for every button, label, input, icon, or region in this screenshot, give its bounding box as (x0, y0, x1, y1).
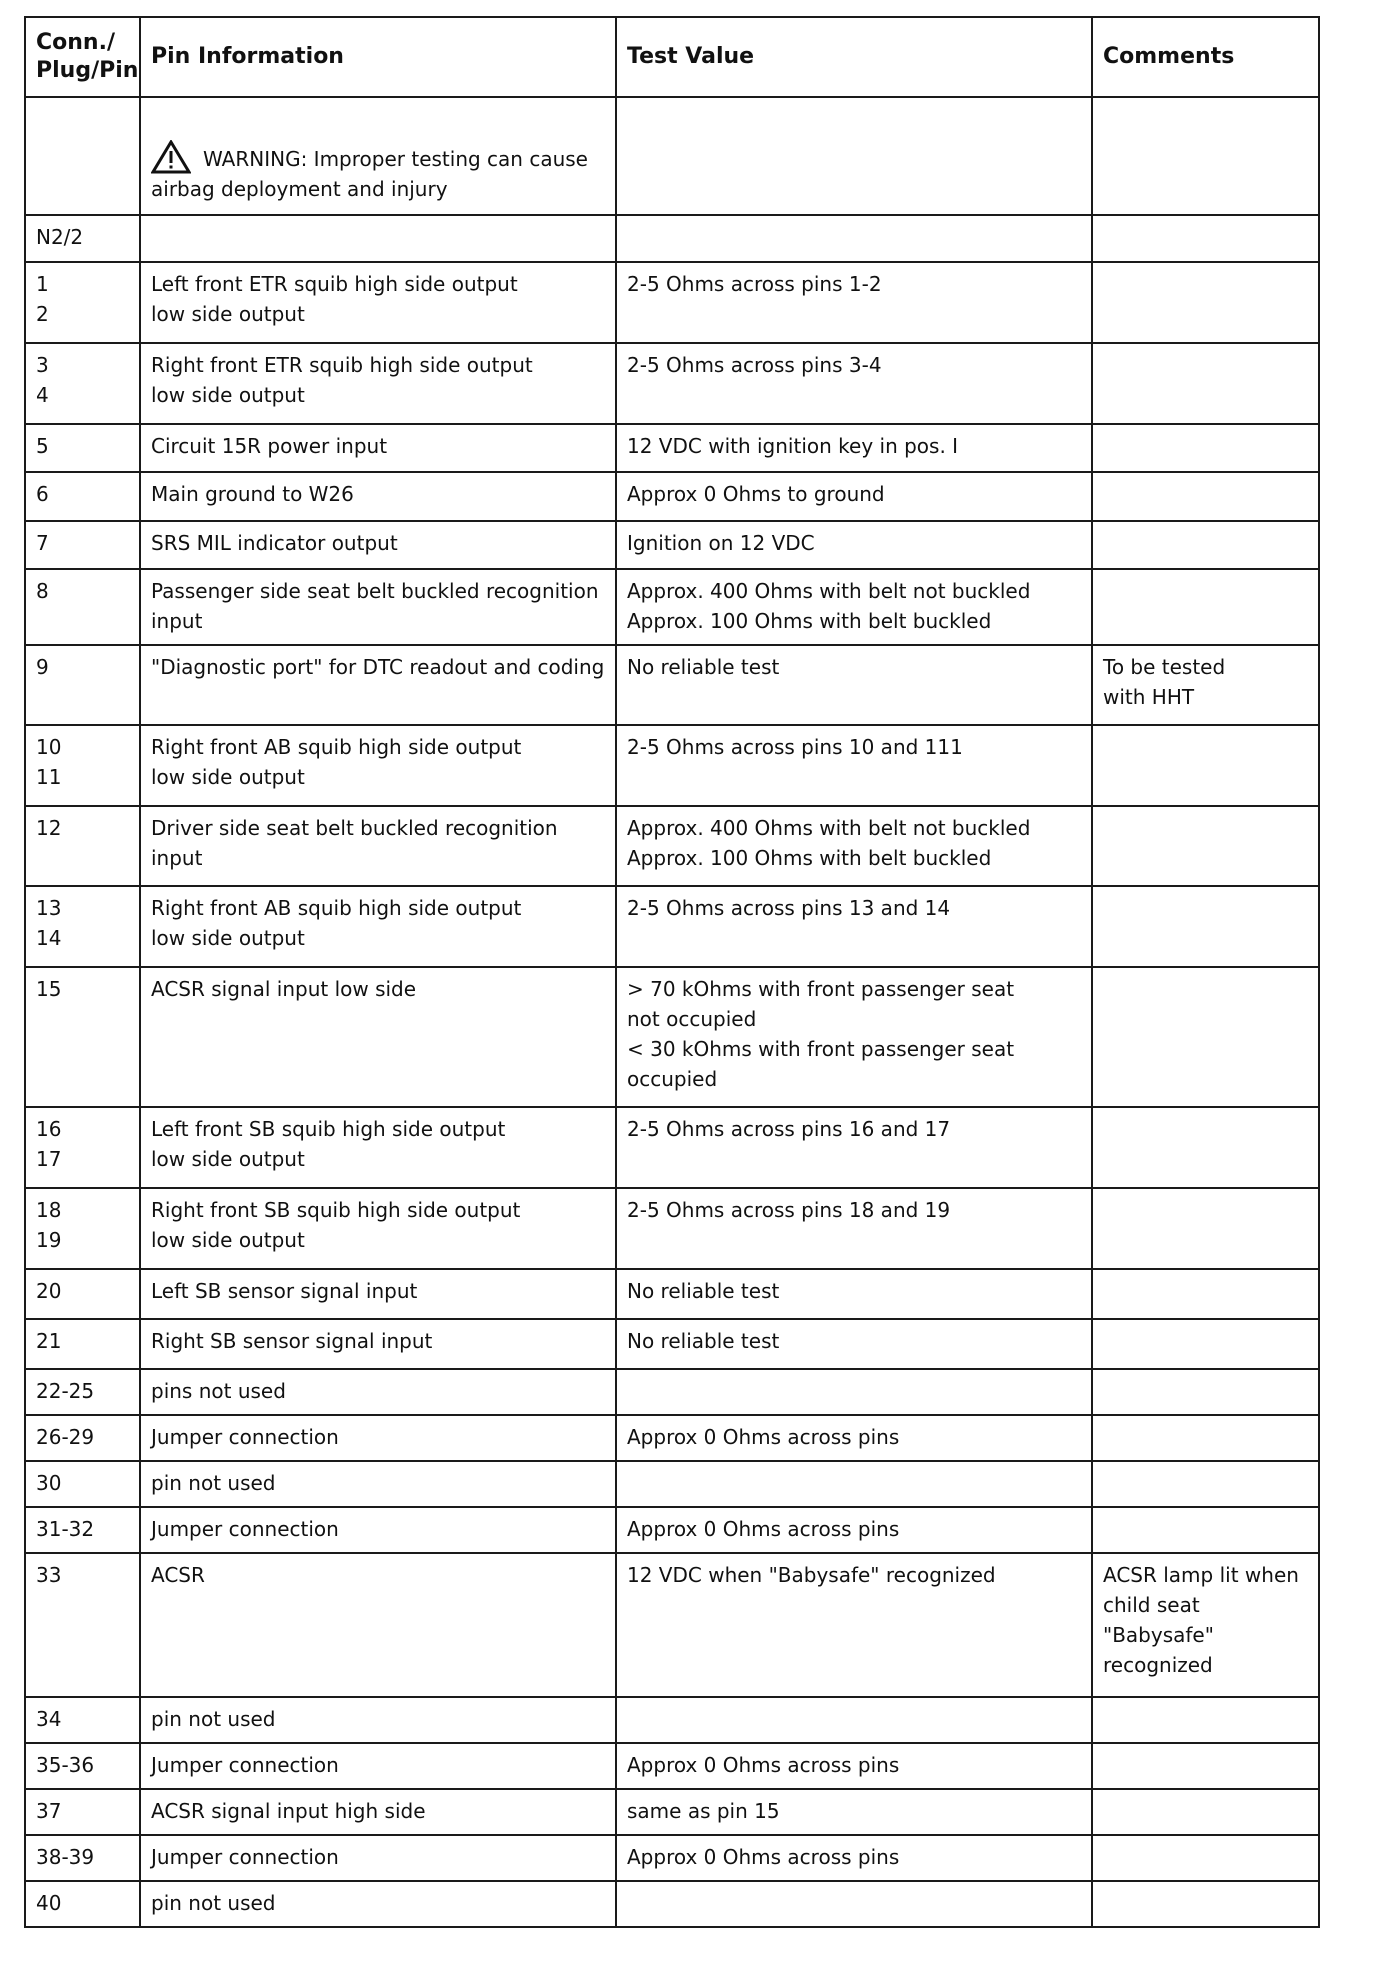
comment-cell (1092, 1507, 1319, 1553)
warning-text-line2: airbag deployment and injury (151, 177, 448, 201)
warning-line (151, 134, 605, 174)
test-value-cell (616, 215, 1092, 262)
table-row (25, 1415, 1319, 1461)
comment-cell: ACSR lamp lit when child seat "Babysafe" recognized (1092, 1553, 1319, 1697)
test-value-cell (616, 1369, 1092, 1415)
test-value-cell (616, 1697, 1092, 1743)
test-value-cell: 12 VDC when "Babysafe" recognized (616, 1553, 1092, 1697)
test-value-cell: Approx. 400 Ohms with belt not buckled Approx. 100 Ohms with belt buckled (616, 569, 1092, 645)
pin-info-cell: Jumper connection (140, 1507, 616, 1553)
pin-cell: 37 (25, 1789, 140, 1835)
table-row (25, 1461, 1319, 1507)
test-value-cell: Approx 0 Ohms across pins (616, 1507, 1092, 1553)
pin-info-cell: Circuit 15R power input (140, 424, 616, 472)
table-row (25, 1369, 1319, 1415)
test-value-cell: > 70 kOhms with front passenger seat not occupied < 30 kOhms with front passenger seat occupied (616, 967, 1092, 1107)
comment-cell (1092, 521, 1319, 569)
pin-cell: 6 (25, 472, 140, 521)
warning-text: WARNING: Improper testing can cause (203, 147, 588, 171)
test-value-cell (616, 1461, 1092, 1507)
pin-cell: 38-39 (25, 1835, 140, 1881)
pin-cell: 34 (25, 1697, 140, 1743)
comment-cell (1092, 1835, 1319, 1881)
warning-cell (140, 97, 616, 215)
table-row (25, 886, 1319, 967)
pin-info-cell: pin not used (140, 1881, 616, 1927)
pin-info-cell: Left front ETR squib high side output low side output (140, 262, 616, 343)
pin-info-cell: pins not used (140, 1369, 616, 1415)
test-value-cell: No reliable test (616, 645, 1092, 725)
pin-info-cell: Passenger side seat belt buckled recognition input (140, 569, 616, 645)
test-value-cell: Approx 0 Ohms across pins (616, 1835, 1092, 1881)
comment-cell: To be tested with HHT (1092, 645, 1319, 725)
pin-cell: 21 (25, 1319, 140, 1369)
comment-cell (1092, 1188, 1319, 1269)
pin-info-cell: Jumper connection (140, 1415, 616, 1461)
table-row (25, 806, 1319, 886)
table-row (25, 472, 1319, 521)
pin-info-cell: ACSR signal input high side (140, 1789, 616, 1835)
test-value-cell: 12 VDC with ignition key in pos. I (616, 424, 1092, 472)
comment-cell (1092, 215, 1319, 262)
test-value-cell: 2-5 Ohms across pins 3-4 (616, 343, 1092, 424)
pin-cell: 15 (25, 967, 140, 1107)
comment-cell (1092, 1461, 1319, 1507)
comment-cell (1092, 967, 1319, 1107)
pin-info-cell: pin not used (140, 1697, 616, 1743)
table-row (25, 1188, 1319, 1269)
pin-info-cell: Right front AB squib high side output low side output (140, 886, 616, 967)
test-value-cell: No reliable test (616, 1319, 1092, 1369)
comment-cell (1092, 886, 1319, 967)
test-value-cell (616, 1881, 1092, 1927)
pin-info-cell: "Diagnostic port" for DTC readout and coding (140, 645, 616, 725)
pin-cell: 13 14 (25, 886, 140, 967)
comment-cell (1092, 569, 1319, 645)
table-row (25, 215, 1319, 262)
test-value-cell: Approx. 400 Ohms with belt not buckled Approx. 100 Ohms with belt buckled (616, 806, 1092, 886)
comment-cell (1092, 1107, 1319, 1188)
table-row (25, 1743, 1319, 1789)
pin-info-cell: SRS MIL indicator output (140, 521, 616, 569)
header-row (25, 17, 1319, 97)
pin-cell: 22-25 (25, 1369, 140, 1415)
test-value-cell: 2-5 Ohms across pins 18 and 19 (616, 1188, 1092, 1269)
pin-info-cell: Right front AB squib high side output low side output (140, 725, 616, 806)
pin-info-cell: Right SB sensor signal input (140, 1319, 616, 1369)
table-row (25, 1881, 1319, 1927)
header-test-value: Test Value (616, 17, 1092, 97)
pin-cell: 35-36 (25, 1743, 140, 1789)
comment-cell (1092, 1881, 1319, 1927)
table-row (25, 1319, 1319, 1369)
pin-cell: 16 17 (25, 1107, 140, 1188)
test-value-cell: 2-5 Ohms across pins 1-2 (616, 262, 1092, 343)
pin-info-cell: Jumper connection (140, 1835, 616, 1881)
comment-cell (1092, 1743, 1319, 1789)
comment-cell (1092, 262, 1319, 343)
pin-info-cell: ACSR (140, 1553, 616, 1697)
warning-row (25, 97, 1319, 215)
pin-cell: N2/2 (25, 215, 140, 262)
table-row (25, 262, 1319, 343)
pin-info-cell (140, 215, 616, 262)
test-value-cell: Ignition on 12 VDC (616, 521, 1092, 569)
table-row (25, 1269, 1319, 1319)
pin-cell: 20 (25, 1269, 140, 1319)
pin-cell: 7 (25, 521, 140, 569)
table-row (25, 424, 1319, 472)
comment-cell (1092, 1415, 1319, 1461)
header-pin-information: Pin Information (140, 17, 616, 97)
pin-info-cell: Left front SB squib high side output low side output (140, 1107, 616, 1188)
pin-cell: 10 11 (25, 725, 140, 806)
comment-cell (1092, 424, 1319, 472)
table-row (25, 1553, 1319, 1697)
table-row (25, 1835, 1319, 1881)
table-row (25, 725, 1319, 806)
pin-info-cell: pin not used (140, 1461, 616, 1507)
pin-cell: 5 (25, 424, 140, 472)
table-row (25, 343, 1319, 424)
pin-info-cell: Right front ETR squib high side output low side output (140, 343, 616, 424)
pin-info-cell: ACSR signal input low side (140, 967, 616, 1107)
pin-info-cell: Right front SB squib high side output low side output (140, 1188, 616, 1269)
comment-cell (1092, 472, 1319, 521)
warning-triangle-icon (151, 140, 191, 174)
pin-cell: 12 (25, 806, 140, 886)
pin-info-cell: Jumper connection (140, 1743, 616, 1789)
table-row (25, 1697, 1319, 1743)
pin-cell: 31-32 (25, 1507, 140, 1553)
pin-info-cell: Left SB sensor signal input (140, 1269, 616, 1319)
header-conn-plug-pin: Conn./ Plug/Pin (25, 17, 140, 97)
pin-cell: 30 (25, 1461, 140, 1507)
table-row (25, 569, 1319, 645)
comment-cell (1092, 725, 1319, 806)
test-value-cell: Approx 0 Ohms to ground (616, 472, 1092, 521)
table-row (25, 1507, 1319, 1553)
table-row (25, 645, 1319, 725)
table-row (25, 1107, 1319, 1188)
table-row (25, 1789, 1319, 1835)
pin-cell: 1 2 (25, 262, 140, 343)
comment-cell (1092, 806, 1319, 886)
test-value-cell: Approx 0 Ohms across pins (616, 1415, 1092, 1461)
test-value-cell: 2-5 Ohms across pins 10 and 111 (616, 725, 1092, 806)
test-value-cell: 2-5 Ohms across pins 16 and 17 (616, 1107, 1092, 1188)
test-value-cell: 2-5 Ohms across pins 13 and 14 (616, 886, 1092, 967)
pin-cell: 33 (25, 1553, 140, 1697)
pin-cell: 8 (25, 569, 140, 645)
table-row (25, 967, 1319, 1107)
table-row (25, 521, 1319, 569)
pin-cell: 18 19 (25, 1188, 140, 1269)
test-value-cell: No reliable test (616, 1269, 1092, 1319)
pin-cell: 40 (25, 1881, 140, 1927)
pin-cell: 9 (25, 645, 140, 725)
pin-info-cell: Main ground to W26 (140, 472, 616, 521)
comment-cell (1092, 1269, 1319, 1319)
comment-cell (1092, 1369, 1319, 1415)
pin-info-cell: Driver side seat belt buckled recognition input (140, 806, 616, 886)
test-value-cell: same as pin 15 (616, 1789, 1092, 1835)
header-comments: Comments (1092, 17, 1319, 97)
comment-cell (1092, 1697, 1319, 1743)
comment-cell (1092, 343, 1319, 424)
test-value-cell: Approx 0 Ohms across pins (616, 1743, 1092, 1789)
comment-cell (1092, 1319, 1319, 1369)
pin-cell: 26-29 (25, 1415, 140, 1461)
pin-cell: 3 4 (25, 343, 140, 424)
pin-test-table (24, 16, 1320, 1928)
comment-cell (1092, 1789, 1319, 1835)
